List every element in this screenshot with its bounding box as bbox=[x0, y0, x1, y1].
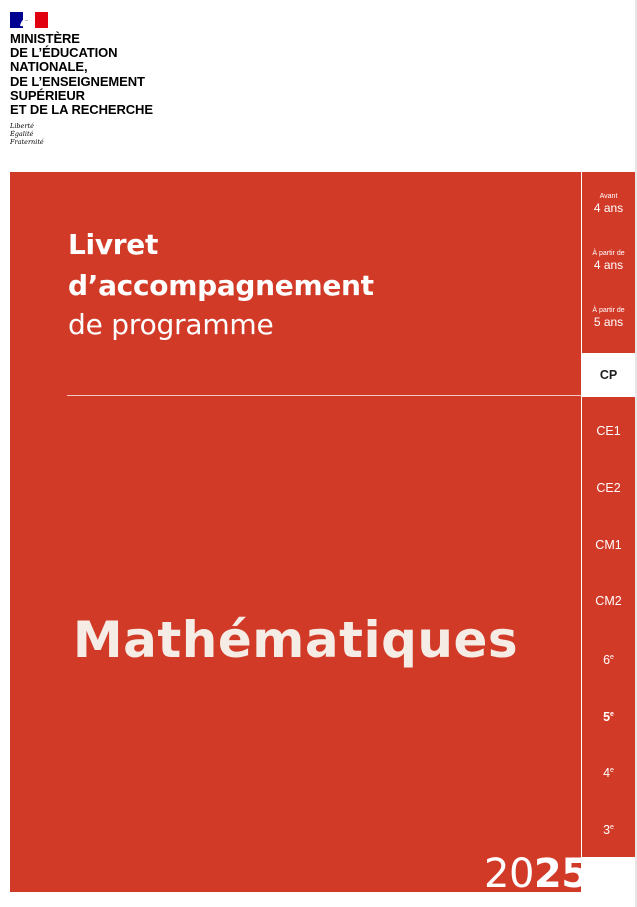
level-ce2: CE2 bbox=[596, 481, 621, 495]
level-small-label: À partir de bbox=[592, 250, 625, 257]
ministry-logo bbox=[10, 12, 210, 146]
subtitle: de programme bbox=[68, 308, 274, 341]
motto-line: Égalité bbox=[10, 130, 34, 139]
year-bold: 25 bbox=[533, 851, 589, 897]
title-line: d’accompagnement bbox=[68, 269, 374, 302]
title-divider bbox=[67, 395, 581, 396]
level-avant-4-ans bbox=[582, 192, 635, 215]
level-ce1: CE1 bbox=[596, 424, 621, 438]
level-number: 6 bbox=[603, 653, 611, 667]
level-big-label: 4 ans bbox=[593, 258, 624, 272]
level-cp: CP bbox=[582, 353, 635, 397]
level-6e bbox=[582, 651, 635, 667]
level-small-label: Avant bbox=[599, 193, 618, 200]
motto-line: Liberté bbox=[10, 122, 34, 131]
level-cm1: CM1 bbox=[595, 538, 622, 552]
ministry-line: MINISTÈRE bbox=[10, 31, 80, 46]
level-4e bbox=[582, 764, 635, 780]
motto-line: Fraternité bbox=[10, 138, 44, 147]
level-number: 5 bbox=[603, 710, 611, 724]
republic-motto bbox=[10, 122, 210, 146]
ordinal-suffix: e bbox=[610, 711, 614, 718]
year-light: 20 bbox=[484, 851, 534, 897]
ministry-line: DE L’ÉDUCATION bbox=[10, 45, 118, 61]
level-5e bbox=[582, 708, 635, 724]
ordinal-suffix: e bbox=[610, 767, 614, 774]
ministry-name bbox=[10, 32, 210, 117]
ministry-line: NATIONALE, bbox=[10, 59, 88, 75]
level-from-5-ans bbox=[582, 306, 635, 329]
ministry-line: SUPÉRIEUR bbox=[10, 87, 85, 103]
marianne-flag-icon bbox=[10, 12, 48, 28]
level-3e bbox=[582, 821, 635, 837]
level-from-4-ans bbox=[582, 249, 635, 272]
publication-year bbox=[484, 850, 589, 898]
ministry-line: DE L’ENSEIGNEMENT bbox=[10, 73, 145, 89]
level-number: 3 bbox=[603, 823, 611, 837]
title-block bbox=[68, 224, 374, 344]
level-small-label: À partir de bbox=[592, 307, 625, 314]
level-big-label: 5 ans bbox=[593, 315, 624, 329]
level-number: 4 bbox=[603, 766, 611, 780]
level-sidebar bbox=[582, 172, 635, 857]
ordinal-suffix: e bbox=[610, 654, 614, 661]
ordinal-suffix: e bbox=[610, 824, 614, 831]
title-line: Livret bbox=[68, 228, 159, 261]
level-big-label: 4 ans bbox=[593, 201, 624, 215]
subject-title: Mathématiques bbox=[72, 611, 519, 669]
cover-panel bbox=[10, 172, 581, 892]
level-cm2: CM2 bbox=[595, 594, 622, 608]
ministry-line: ET DE LA RECHERCHE bbox=[10, 102, 153, 118]
